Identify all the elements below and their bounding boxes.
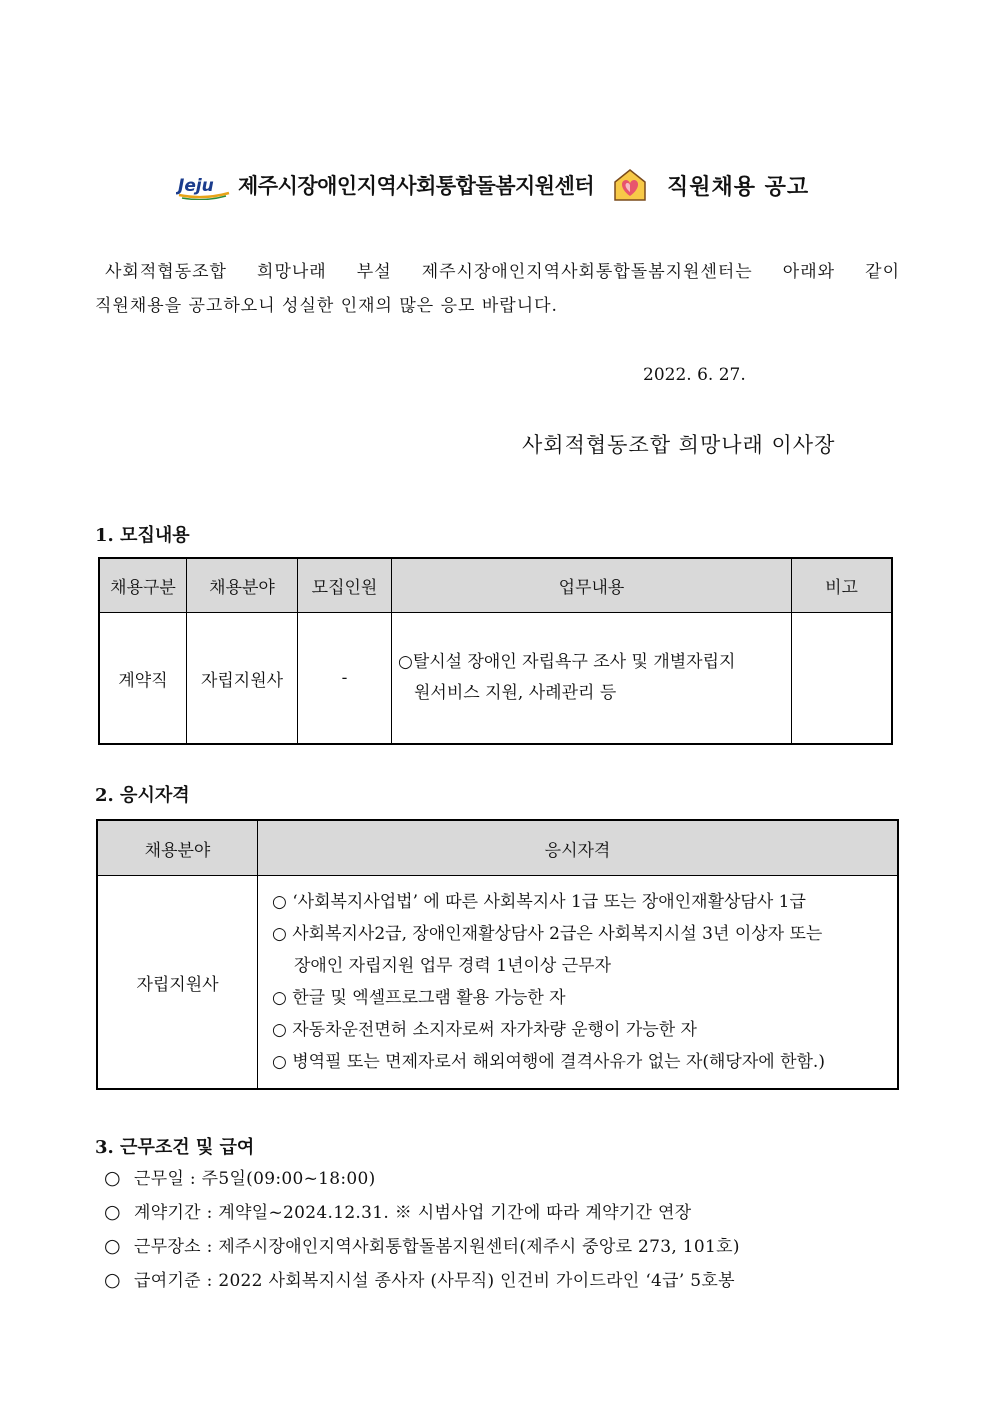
circle-bullet-icon: ○ <box>104 1201 121 1223</box>
duty-line: 원서비스 지원, 사례관리 등 <box>414 683 617 703</box>
notice-title: 직원채용 공고 <box>667 174 810 200</box>
condition-text: 계약기간 : 계약일~2024.12.31. ※ 시범사업 기간에 따라 계약기간 연장 <box>134 1203 692 1223</box>
table-header-row <box>99 558 892 613</box>
qualification-item: ○ ‘사회복지사업법’ 에 따른 사회복지사 1급 또는 장애인재활상담사 1급 <box>272 892 806 912</box>
header-cell: 업무내용 <box>392 558 792 613</box>
center-name: 제주시장애인지역사회통합돌봄지원센터 <box>238 174 595 198</box>
circle-bullet-icon: ○ <box>104 1235 121 1257</box>
condition-item <box>104 1198 691 1223</box>
qualification-table <box>96 819 899 1090</box>
duty-cell <box>392 613 792 745</box>
duty-line: ○탈시설 장애인 자립욕구 조사 및 개별자립지 <box>398 652 736 672</box>
condition-item <box>104 1232 740 1257</box>
condition-text: 근무장소 : 제주시장애인지역사회통합돌봄지원센터(제주시 중앙로 273, 101호) <box>134 1237 740 1257</box>
intro-line-1: 사회적협동조합 희망나래 부설 제주시장애인지역사회통합돌봄지원센터는 아래와 같이 <box>105 262 900 282</box>
condition-text: 급여기준 : 2022 사회복지시설 종사자 (사무직) 인건비 가이드라인 ‘4급’ 5호봉 <box>134 1271 735 1291</box>
circle-bullet-icon: ○ <box>104 1269 121 1291</box>
header-cell: 채용분야 <box>97 820 258 876</box>
qualifications-cell <box>258 876 899 1090</box>
section-3-title: 3. 근무조건 및 급여 <box>95 1137 255 1158</box>
header-cell: 채용분야 <box>187 558 298 613</box>
header-cell: 채용구분 <box>99 558 187 613</box>
home-heart-icon <box>613 168 647 202</box>
qualification-item: ○ 사회복지사2급, 장애인재활상담사 2급은 사회복지시설 3년 이상자 또는 <box>272 924 823 944</box>
condition-item <box>104 1164 376 1189</box>
circle-bullet-icon: ○ <box>104 1167 121 1189</box>
section-1-title: 1. 모집내용 <box>95 525 190 546</box>
table-header-row <box>97 820 898 876</box>
table-row <box>97 876 898 1090</box>
note-cell <box>792 613 893 745</box>
intro-line-2: 직원채용을 공고하오니 성실한 인재의 많은 응모 바랍니다. <box>95 296 558 316</box>
signer: 사회적협동조합 희망나래 이사장 <box>522 433 836 457</box>
qualification-item: ○ 한글 및 엑셀프로그램 활용 가능한 자 <box>272 988 566 1008</box>
recruitment-table <box>98 557 893 745</box>
qualification-item: ○ 자동차운전면허 소지자로써 자가차량 운행이 가능한 자 <box>272 1020 697 1040</box>
field-cell: 자립지원사 <box>97 876 258 1090</box>
document-header <box>0 168 992 208</box>
qualification-item: ○ 병역필 또는 면제자로서 해외여행에 결격사유가 없는 자(해당자에 한함.) <box>272 1052 825 1072</box>
svg-text:Jeju: Jeju <box>178 176 214 196</box>
jeju-logo <box>176 172 232 200</box>
condition-item <box>104 1266 735 1291</box>
qualification-item: 장애인 자립지원 업무 경력 1년이상 근무자 <box>294 956 612 976</box>
header-cell: 모집인원 <box>298 558 392 613</box>
section-2-title: 2. 응시자격 <box>95 785 190 806</box>
notice-date: 2022. 6. 27. <box>643 365 746 385</box>
intro-paragraph <box>95 255 900 323</box>
employment-type-cell: 계약직 <box>99 613 187 745</box>
table-row <box>99 613 892 745</box>
field-cell: 자립지원사 <box>187 613 298 745</box>
header-cell: 응시자격 <box>258 820 899 876</box>
condition-text: 근무일 : 주5일(09:00~18:00) <box>134 1169 376 1189</box>
count-cell: - <box>298 613 392 745</box>
header-cell: 비고 <box>792 558 893 613</box>
